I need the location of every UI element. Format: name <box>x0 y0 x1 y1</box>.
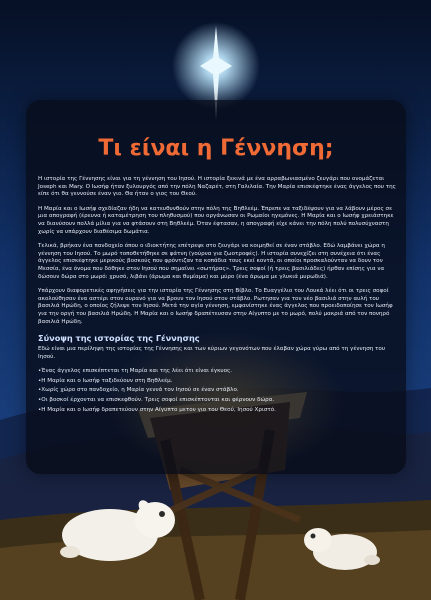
summary-list-item: •Η Μαρία και ο Ιωσήφ ταξιδεύουν στη Βηθλεέμ. <box>38 377 173 384</box>
summary-list <box>38 368 398 414</box>
page-title: Τι είναι η Γέννηση; <box>98 136 334 161</box>
summary-list-item: •Ένας άγγελος επισκέπτεται τη Μαρία και της λέει ότι είναι έγκυος. <box>38 368 233 375</box>
summary-list-item: •Χωρίς χώρο στο πανδοχείο, η Μαρία γεννά τον Ιησού σε έναν στάβλο. <box>38 387 239 394</box>
paragraph: Υπάρχουν διαφορετικές αφηγήσεις για την ιστορία της Γέννησης στη Βίβλο. Το Ευαγγέλιο του Λουκά λέει ότι οι τρεις σοφοί ακολούθησαν ένα αστέρι στον ουρανό για να βρουν τον Ιησού στον στάβλο. Ρωτησαν για τον νέο βασιλιά στην αυλή του βασιλιά Ηρώδη, ο οποίος ζήλεψε τον Ιησού. Μετά την αγία γέννηση, εμφανίστηκε ένας άγγελος που προειδοποίησε τον Ιωσήφ για την οργή του βασιλιά Ηρώδη. Η Μαρία και ο Ιωσήφ δραπέτευσαν στην Αίγυπτο με το μωρό, πολύ μακριά από τον πονηρό βασιλιά Ηρώδη. <box>38 288 395 325</box>
paragraph: Τελικά, βρήκαν ένα πανδοχείο όπου ο ιδιοκτήτης επέτρεψε στο ζευγάρι να κοιμηθεί σε έναν στάβλο. Εδώ λαμβάνει χώρα η γέννηση του Ιησού. Το μωρό τοποθετήθηκε σε φάτνη (γούρνα για ζωοτροφές). Η ιστορία συνεχίζει στη συνέχεια ότι ένας άγγελος επισκέφτηκε μερικούς βοσκούς που φρόντιζαν τα κοπάδια τους εκεί κοντά, οι οποίοι προσκαλούνταν να δουν τον Μεσσία, ένα όνομα που δόθηκε στον Ιησού που σημαίνει «σωτήρας». Τρεις σοφοί (ή τρεις βασιλιάδες) ήρθαν επίσης για να δώσουν δώρα στο μωρό: χρυσό, λιβάνι (άρωμα και θυμίαμα) και μύρο (ένα άρωμα με γλυκιά μυρωδιά). <box>38 243 387 280</box>
paragraph: Η ιστορία της Γέννησης είναι για τη γέννηση του Ιησού. Η ιστορία ξεκινά με ένα αρραβωνιασμένο ζευγάρι που ονομάζεται Joseph και Mary. Ο Ιωσήφ ήταν ξυλουργός από την πόλη Ναζαρέτ, στη Γαλιλαία. Την Μαρία επισκέφτηκε ένας άγγελος που της είπε ότι θα γεννούσε έναν γιο. Θα ήταν ο γιος του Θεού. <box>38 176 398 198</box>
summary-intro: Εδώ είναι μια περίληψη της ιστορίας της Γέννησης και των κύριων γεγονότων που έλαβαν χώρα γύρω από τη γέννηση του Ιησού. <box>38 346 387 360</box>
summary-list-item: •Η Μαρία και ο Ιωσήφ δραπετεύουν στην Αίγυπτο μετον γιο του Θεού, Ιησού Χριστό. <box>38 406 276 413</box>
document-body <box>38 142 398 416</box>
summary-heading: Σύνοψη της ιστορίας της Γέννησης <box>38 333 200 344</box>
paragraph: Η Μαρία και ο Ιωσήφ σχεδίαζαν ήδη να κατευθυνθούν στην πόλη της Βηθλεέμ. Έπρεπε να ταξιδέψουν για να λάβουν μέρος σε μια απογραφή (έρευνα ή καταμέτρηση του πληθυσμού) που οργάνωσαν οι Ρωμαίοι ηγεμόνες. Η Μαρία και ο Ιωσήφ χρειάστηκε να διανύσουν πολλά μίλια για να φτάσουν στη Βηθλεέμ. Όταν έφτασαν, η απογραφή είχε κάνει την πόλη πολύ πολυσύχναστη χωρίς να υπάρχουν διαθέσιμα δωμάτια. <box>38 205 396 235</box>
title-spacer <box>38 142 398 176</box>
summary-list-item: •Οι βοσκοί έρχονται να επισκεφθούν. Τρεις σοφοί επισκέπτονται και φέρνουν δώρα. <box>38 397 275 404</box>
